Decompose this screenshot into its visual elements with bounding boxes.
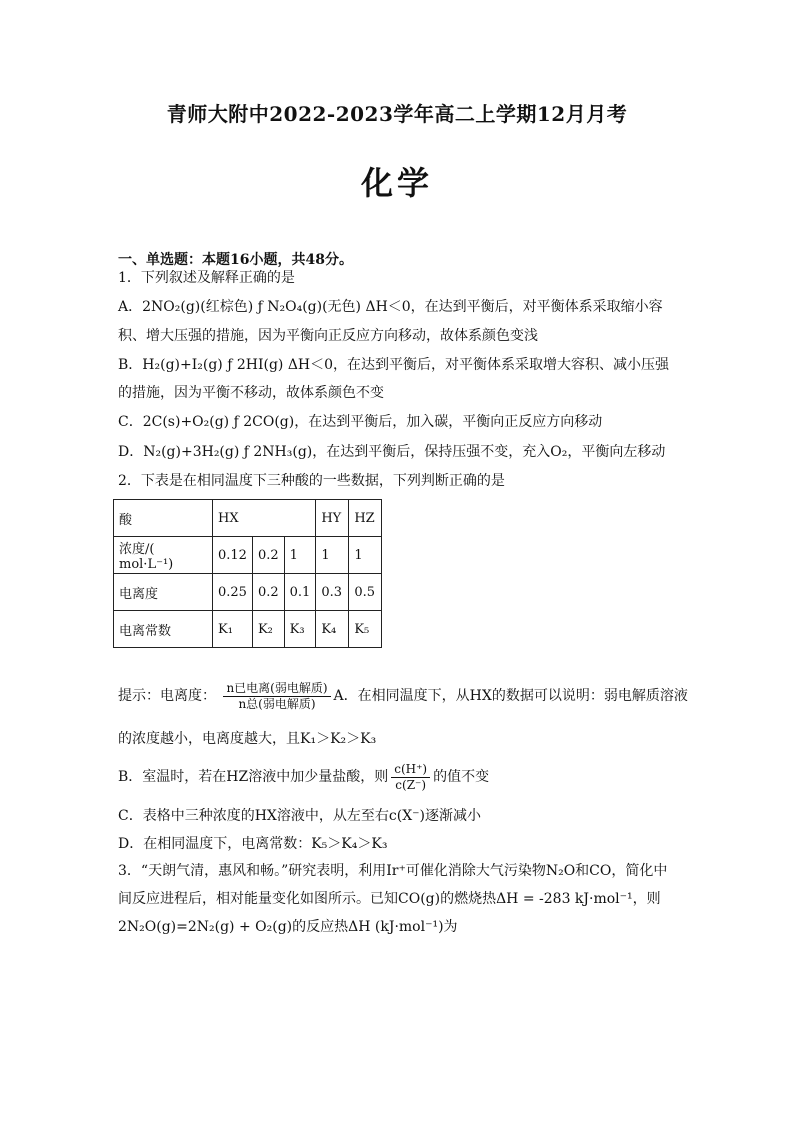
table-cell: 0.2 xyxy=(252,537,284,574)
table-cell: 0.2 xyxy=(252,574,284,611)
table-cell: 1 xyxy=(349,537,382,574)
table-row xyxy=(114,537,382,574)
table-cell: K₅ xyxy=(349,611,382,648)
table-row xyxy=(114,611,382,648)
fraction-denominator: c(Z⁻) xyxy=(395,777,427,792)
exam-title: 青师大附中2022-2023学年高二上学期12月月考 xyxy=(166,102,628,126)
q3-line3: 2N₂O(g)=2N₂(g) + O₂(g)的反应热ΔH (kJ·mol⁻¹)为 xyxy=(118,919,458,935)
q1-option-a-line2: 积、增大压强的措施，因为平衡向正反应方向移动，故体系颜色变浅 xyxy=(118,328,538,344)
q1-option-a-line1: A．2NO₂(g)(红棕色) ƒ N₂O₄(g)(无色) ΔH＜0，在达到平衡后，对平衡体系采取缩小容 xyxy=(118,299,663,315)
q3-line1: 3．“天朗气清，惠风和畅。”研究表明，利用Ir⁺可催化消除大气污染物N₂O和CO，简化中 xyxy=(118,863,668,879)
fraction-denominator: n总(弱电解质) xyxy=(238,696,316,711)
fraction-numerator: c(H⁺) xyxy=(391,762,430,778)
q1-stem: 1．下列叙述及解释正确的是 xyxy=(118,270,295,286)
q2-option-b xyxy=(118,758,489,796)
q1-option-b-line2: 的措施，因为平衡不移动，故体系颜色不变 xyxy=(118,385,384,401)
table-header-cell: 酸 xyxy=(114,500,213,537)
table-row xyxy=(114,500,382,537)
table-cell: 1 xyxy=(284,537,316,574)
ionization-degree-fraction xyxy=(223,681,330,712)
q2-option-b-prefix: B．室温时，若在HZ溶液中加少量盐酸，则 xyxy=(118,769,389,785)
subject-title: 化学 xyxy=(360,164,433,202)
table-row-label: 电离度 xyxy=(114,574,213,611)
q2-option-c: C．表格中三种浓度的HX溶液中，从左至右c(X⁻)逐渐减小 xyxy=(118,808,482,824)
table-cell: K₃ xyxy=(284,611,316,648)
q1-option-b-line1: B．H₂(g)+I₂(g) ƒ 2HI(g) ΔH＜0，在达到平衡后，对平衡体系采取增大容积、减小压强 xyxy=(118,357,670,373)
table-cell: 0.1 xyxy=(284,574,316,611)
table-row xyxy=(114,574,382,611)
q1-option-c: C．2C(s)+O₂(g) ƒ 2CO(g)，在达到平衡后，加入碳，平衡向正反应方向移动 xyxy=(118,414,603,430)
hint-label: 提示：电离度： xyxy=(118,688,216,704)
table-cell: 0.3 xyxy=(316,574,349,611)
table-row-label: 浓度/( mol·L⁻¹) xyxy=(114,537,213,574)
q2-stem: 2．下表是在相同温度下三种酸的一些数据，下列判断正确的是 xyxy=(118,473,505,489)
section-heading: 一、单选题：本题16小题，共48分。 xyxy=(118,252,353,268)
table-cell: 0.12 xyxy=(213,537,253,574)
table-cell: K₁ xyxy=(213,611,253,648)
table-cell: 0.5 xyxy=(349,574,382,611)
table-cell: K₄ xyxy=(316,611,349,648)
q2-option-d: D．在相同温度下，电离常数：K₅＞K₄＞K₃ xyxy=(118,836,388,852)
q2-option-a-line1: A．在相同温度下，从HX的数据可以说明：弱电解质溶液 xyxy=(333,688,688,704)
q3-line2: 间反应进程后，相对能量变化如图所示。已知CO(g)的燃烧热ΔH = -283 kJ·mol⁻¹，则 xyxy=(118,891,661,907)
q2-option-a-line2: 的浓度越小，电离度越大，且K₁＞K₂＞K₃ xyxy=(118,731,377,747)
table-header-cell: HZ xyxy=(349,500,382,537)
table-header-cell: HX xyxy=(213,500,316,537)
table-cell: 0.25 xyxy=(213,574,253,611)
table-row-label: 电离常数 xyxy=(114,611,213,648)
q2-option-b-suffix: 的值不变 xyxy=(433,769,490,785)
acid-data-table xyxy=(113,499,382,648)
q1-option-d: D．N₂(g)+3H₂(g) ƒ 2NH₃(g)，在达到平衡后，保持压强不变，充入O₂，平衡向左移动 xyxy=(118,444,666,460)
concentration-ratio-fraction xyxy=(391,762,430,793)
q2-hint-and-option-a xyxy=(118,676,688,716)
table-cell: K₂ xyxy=(252,611,284,648)
fraction-numerator: n已电离(弱电解质) xyxy=(223,681,330,697)
table-header-cell: HY xyxy=(316,500,349,537)
table-cell: 1 xyxy=(316,537,349,574)
